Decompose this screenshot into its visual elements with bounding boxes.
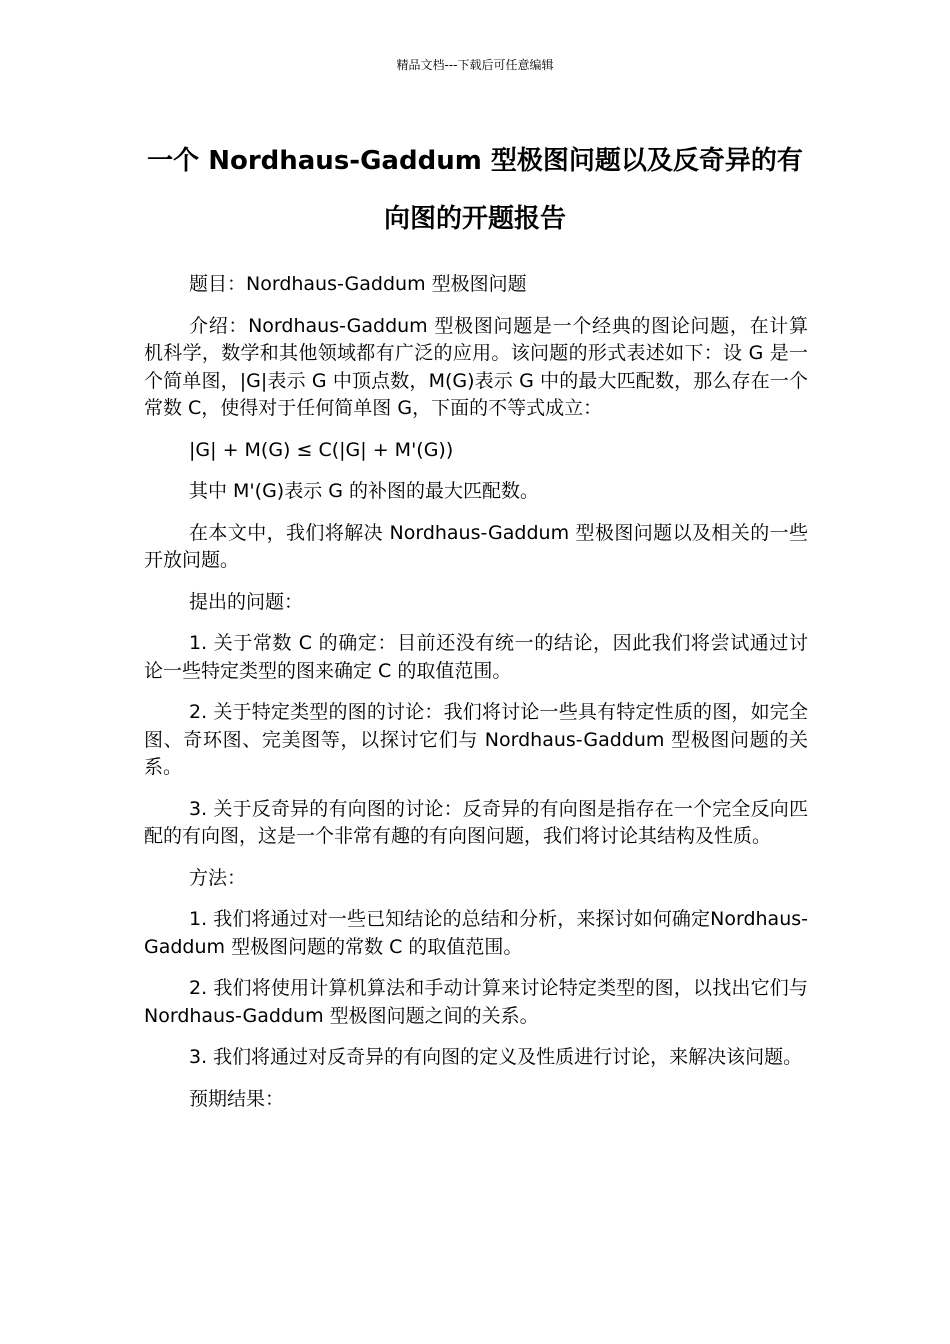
methods-heading: 方法： [189,866,247,889]
problem-item-1: 1. 关于常数 C 的确定：目前还没有统一的结论，因此我们将尝试通过讨论一些特定类型的图来确定 C 的取值范围。 [144,632,808,682]
title-line-1: 一个 Nordhaus-Gaddum 型极图问题以及反奇异的有 [147,146,803,176]
method-item-2: 2. 我们将使用计算机算法和手动计算来讨论特定类型的图，以找出它们与 Nordhaus-Gaddum 型极图问题之间的关系。 [144,977,808,1027]
method-item-1: 1. 我们将通过对一些已知结论的总结和分析，来探讨如何确定Nordhaus-Gaddum 型极图问题的常数 C 的取值范围。 [144,908,808,958]
document-body [144,271,808,1127]
topic-paragraph: 题目：Nordhaus-Gaddum 型极图问题 [189,273,527,295]
formula-explanation-paragraph: 其中 M'(G)表示 G 的补图的最大匹配数。 [189,480,540,502]
method-item-3: 3. 我们将通过对反奇异的有向图的定义及性质进行讨论，来解决该问题。 [189,1046,803,1068]
expected-results-heading: 预期结果： [189,1087,285,1110]
running-header: 精品文档---下载后可任意编辑 [396,58,554,72]
title-line-2: 向图的开题报告 [383,204,566,234]
problem-item-2: 2. 关于特定类型的图的讨论：我们将讨论一些具有特定性质的图，如完全图、奇环图、完美图等，以探讨它们与 Nordhaus-Gaddum 型极图问题的关系。 [144,701,808,778]
scope-paragraph: 在本文中，我们将解决 Nordhaus-Gaddum 型极图问题以及相关的一些开放问题。 [144,521,808,571]
problems-heading: 提出的问题： [189,590,304,613]
introduction-paragraph: 介绍：Nordhaus-Gaddum 型极图问题是一个经典的图论问题，在计算机科学，数学和其他领域都有广泛的应用。该问题的形式表述如下：设 G 是一个简单图，|G|表示 G 中顶点数，M(G)表示 G 中的最大匹配数，那么存在一个常数 C，使得对于任何简单图 G，下面的不等式成立： [144,314,808,419]
inequality-formula: |G| + M(G) ≤ C(|G| + M'(G)) [189,438,454,461]
document-title [120,132,830,248]
problem-item-3: 3. 关于反奇异的有向图的讨论：反奇异的有向图是指存在一个完全反向匹配的有向图，这是一个非常有趣的有向图问题，我们将讨论其结构及性质。 [144,797,808,847]
